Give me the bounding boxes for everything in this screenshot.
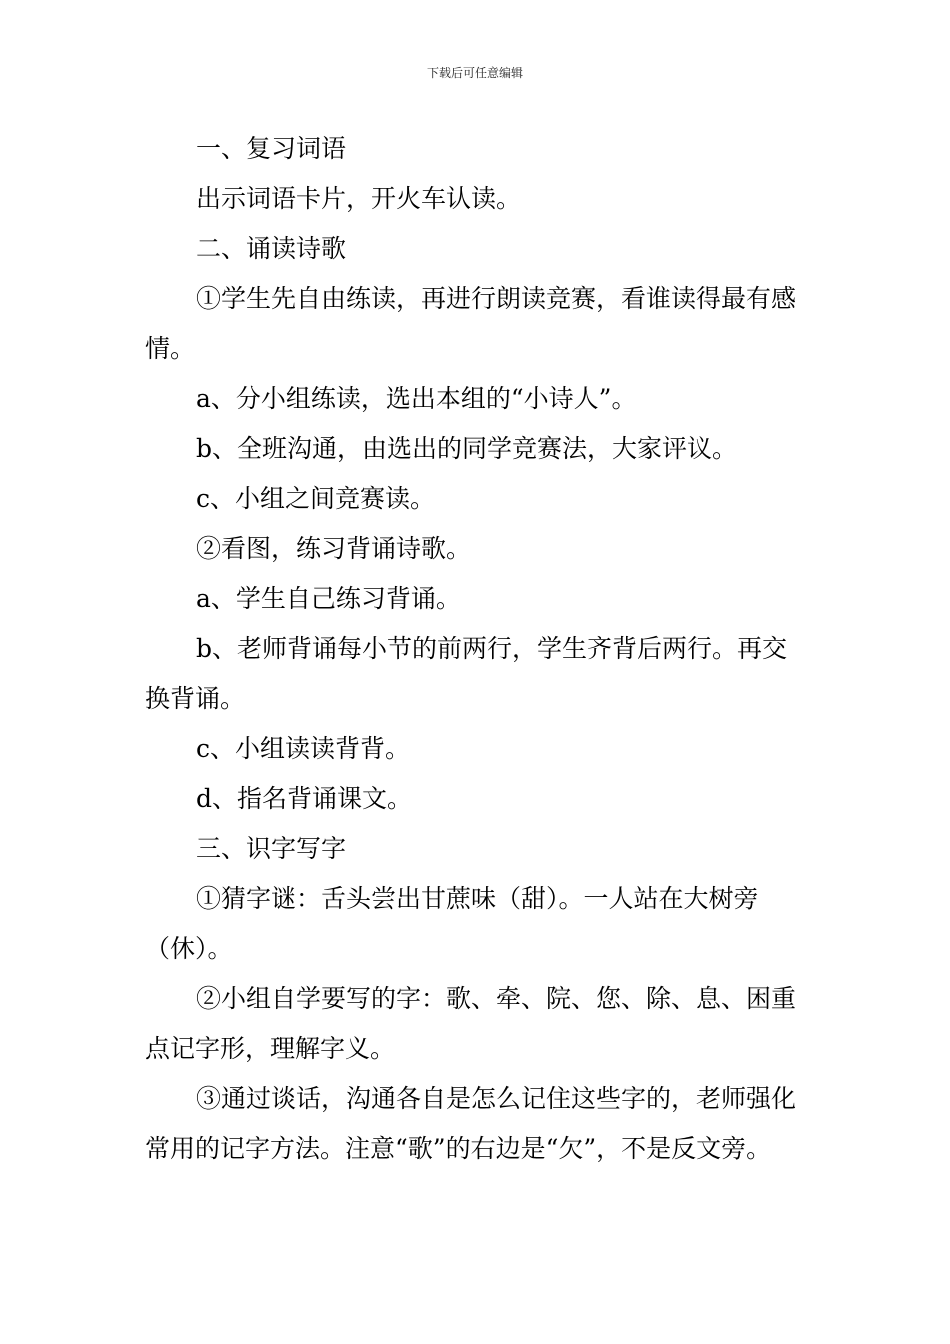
paragraph: b、老师背诵每小节的前两行，学生齐背后两行。再交换背诵。: [145, 634, 788, 713]
paragraph: a、学生自己练习背诵。: [196, 584, 461, 613]
paragraph: ①猜字谜：舌头尝出甘蔗味（甜）。一人站在大树旁（休）。: [145, 884, 759, 963]
paragraph: ②看图，练习背诵诗歌。: [196, 534, 472, 563]
paragraph: ②小组自学要写的字：歌、牵、院、您、除、息、困重点记字形，理解字义。: [145, 984, 797, 1063]
paragraph: 出示词语卡片，开火车认读。: [196, 184, 522, 213]
section-heading-characters: 三、识字写字: [196, 834, 347, 863]
paragraph: c、小组读读背背。: [196, 734, 411, 763]
section-heading-recite: 二、诵读诗歌: [196, 234, 347, 263]
paragraph: ①学生先自由练读，再进行朗读竞赛，看谁读得最有感情。: [145, 284, 797, 363]
page-header: 下载后可任意编辑: [426, 66, 523, 80]
document-body: [145, 124, 807, 1174]
paragraph: b、全班沟通，由选出的同学竞赛法，大家评议。: [196, 434, 738, 463]
paragraph: d、指名背诵课文。: [196, 784, 413, 813]
paragraph: ③通过谈话，沟通各自是怎么记住这些字的，老师强化常用的记字方法。注意“歌”的右边是“欠”，不是反文旁。: [145, 1084, 797, 1163]
paragraph: c、小组之间竞赛读。: [196, 484, 436, 513]
paragraph: a、分小组练读，选出本组的“小诗人”。: [196, 384, 637, 413]
section-heading-review: 一、复习词语: [196, 134, 347, 163]
